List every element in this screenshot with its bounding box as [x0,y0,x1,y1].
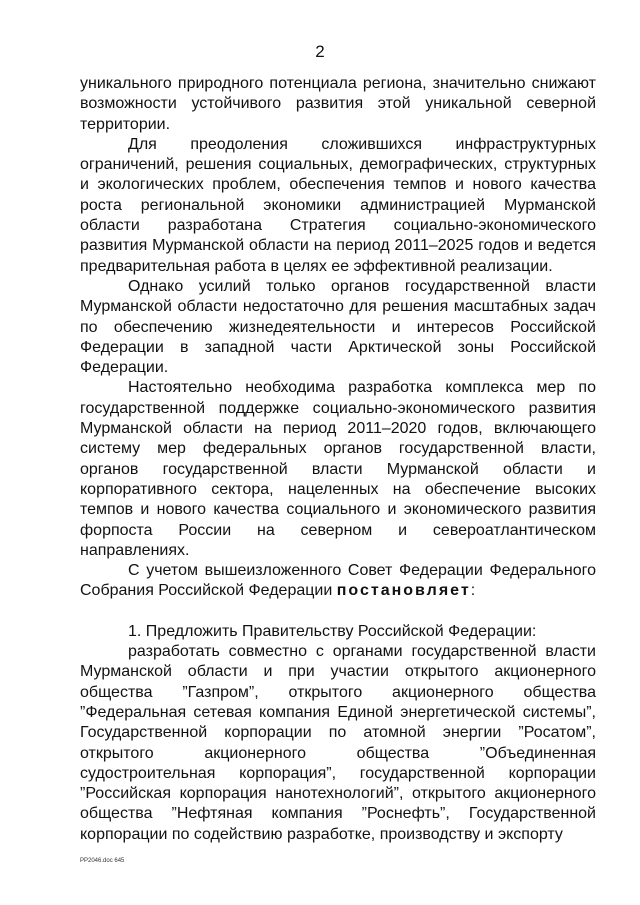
paragraph-continuation: уникального природного потенциала региона, значительно снижают возможности устойчивого развития этой уникальной северной территории. [80,75,596,133]
footer-doc-id: PP2046.doc 645 [80,858,125,864]
resolves-keyword: постановляет [336,582,471,600]
paragraph-gap [80,602,596,622]
paragraph-strategy: Для преодоления сложившихся инфраструктурных ограничений, решения социальных, демографических, структурных и экологических проблем, обеспечения темпов и нового качества роста региональной экономики администрацией Мурманской области разработана Стратегия социально-экономического развития Мурманской области на период 2011–2025 годов и ведется предварительная работа в целях ее эффективной реализации. [80,135,596,275]
page-number: 2 [315,42,325,61]
paragraph-resolution-intro [80,561,596,602]
item-1-text: разработать совместно с органами государственной власти Мурманской области и при участии открытого акционерного общества ”Газпром”, открытого акционерного общества ”Федеральная сетевая компания Единой энергетической системы”, Государственной корпорации по атомной энергии ”Росатом”, открытого акционерного общества ”Объединенная судостроительная корпорация”, государственной корпорации ”Российская корпорация нанотехнологий”, открытого акционерного общества ”Нефтяная компания ”Роснефть”, Государственной корпорации по содействию разработке, производству и экспорту [80,643,596,843]
paragraph-measures-needed: Настоятельно необходима разработка комплекса мер по государственной поддержке социально-экономического развития Мурманской области на период 2011–2020 годов, включающего систему мер федеральных органов государственной власти, органов государственной власти Мурманской области и корпоративного сектора, нацеленных на обеспечение высоких темпов и нового качества социального и экономического развития форпоста России на северном и североатлантическом направлениях. [80,379,596,559]
item-1-heading: 1. Предложить Правительству Российской Федерации: [128,622,537,640]
document-body [80,74,596,845]
paragraph-insufficient-efforts: Однако усилий только органов государственной власти Мурманской области недостаточно для решения масштабных задач по обеспечению жизнедеятельности и интересов Российской Федерации в западной части Арктической зоны Российской Федерации. [80,277,596,377]
resolution-intro-text: С учетом вышеизложенного Совет Федерации Федерального Собрания Российской Федерации [80,562,596,600]
resolves-colon: : [470,582,476,600]
